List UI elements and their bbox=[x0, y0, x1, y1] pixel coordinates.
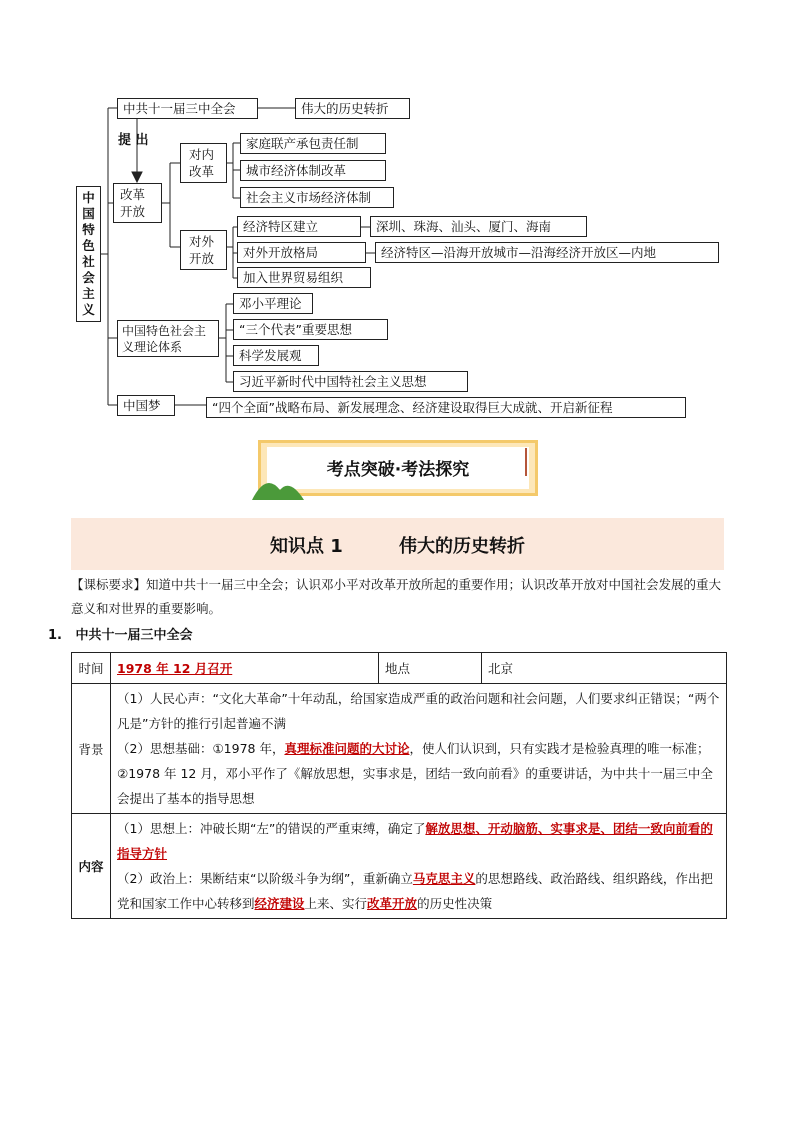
content-keyword: 经济建设 bbox=[254, 896, 305, 911]
theory-item-3: 科学发展观 bbox=[233, 345, 319, 366]
internal-item-1: 家庭联产承包责任制 bbox=[240, 133, 386, 154]
bg-text: （2）思想基础：①1978 年， bbox=[117, 741, 285, 756]
turning-node: 伟大的历史转折 bbox=[295, 98, 410, 119]
content-cell bbox=[111, 814, 727, 919]
section-heading: 1. 中共十一届三中全会 bbox=[48, 628, 193, 643]
background-cell bbox=[111, 684, 727, 814]
plenum-node: 中共十一届三中全会 bbox=[117, 98, 258, 119]
theory-item-2: “三个代表”重要思想 bbox=[233, 319, 388, 340]
bg-keyword: 真理标准问题的大讨论 bbox=[284, 741, 410, 756]
table-row bbox=[72, 684, 727, 814]
bg-text: ，使人们认识到，只有实践才是检验真理的唯一标准；②1978 年 12 月，邓小平作了《解放思想，实事求是，团结一致向前看》的重要讲话，为中共十一届三中全会提出了基本的指导思想 bbox=[117, 741, 713, 806]
banner-title: 考点突破·考法探究 bbox=[326, 460, 470, 480]
theory-item-4: 习近平新时代中国特社会主义思想 bbox=[233, 371, 468, 392]
content-text: 上来、实行 bbox=[304, 896, 368, 911]
knowledge-point-title: 伟大的历史转折 bbox=[399, 536, 526, 557]
pen-mark-icon bbox=[516, 444, 536, 484]
content-text: 的历史性决策 bbox=[417, 896, 493, 911]
background-point-2 bbox=[117, 736, 720, 811]
plenum-table bbox=[71, 652, 727, 919]
place-label: 地点 bbox=[379, 653, 482, 684]
knowledge-point-number: 知识点 1 bbox=[269, 536, 343, 557]
opening-item-3: 加入世界贸易组织 bbox=[237, 267, 371, 288]
reform-open-node: 改革开放 bbox=[113, 183, 162, 223]
content-keyword: 改革开放 bbox=[367, 896, 418, 911]
internal-item-2: 城市经济体制改革 bbox=[240, 160, 386, 181]
section-banner bbox=[258, 440, 538, 496]
content-keyword: 马克思主义 bbox=[412, 871, 476, 886]
hill-icon bbox=[250, 466, 310, 506]
knowledge-point-bar bbox=[71, 518, 724, 570]
background-label: 背景 bbox=[72, 684, 111, 814]
internal-reform-node: 对内改革 bbox=[180, 143, 227, 183]
propose-label: 提 出 bbox=[118, 133, 149, 148]
background-point-1: （1）人民心声：“文化大革命”十年动乱，给国家造成严重的政治问题和社会问题，人们要求纠正错误；“两个凡是”方针的推行引起普遍不满 bbox=[117, 691, 720, 731]
time-value: 1978 年 12 月召开 bbox=[117, 661, 233, 676]
knowledge-point-heading bbox=[71, 532, 724, 558]
table-row bbox=[72, 814, 727, 919]
dream-text-node: “四个全面”战略布局、新发展理念、经济建设取得巨大成就、开启新征程 bbox=[206, 397, 686, 418]
sez-list-node: 深圳、珠海、汕头、厦门、海南 bbox=[370, 216, 587, 237]
opening-pattern-node: 经济特区—沿海开放城市—沿海经济开放区—内地 bbox=[375, 242, 719, 263]
opening-item-1: 经济特区建立 bbox=[237, 216, 361, 237]
place-value: 北京 bbox=[482, 653, 727, 684]
content-text: （1）思想上：冲破长期“左”的错误的严重束缚，确定了 bbox=[117, 821, 426, 836]
content-point-1 bbox=[117, 816, 720, 866]
time-label: 时间 bbox=[72, 653, 111, 684]
curriculum-requirement: 【课标要求】知道中共十一届三中全会；认识邓小平对改革开放所起的重要作用；认识改革开放对中国社会发展的重大意义和对世界的重要影响。 bbox=[71, 577, 722, 616]
content-label: 内容 bbox=[72, 814, 111, 919]
theory-item-1: 邓小平理论 bbox=[233, 293, 313, 314]
opening-item-2: 对外开放格局 bbox=[237, 242, 366, 263]
opening-up-node: 对外开放 bbox=[180, 230, 227, 270]
content-text: （2）政治上：果断结束“以阶级斗争为纲”，重新确立 bbox=[117, 871, 413, 886]
dream-node: 中国梦 bbox=[117, 395, 175, 416]
content-text: 的思想路线、政治路线、组织路线，作出把党和国家工作中心转移到 bbox=[117, 871, 713, 911]
theory-system-node: 中国特色社会主义理论体系 bbox=[117, 320, 219, 357]
time-cell bbox=[111, 653, 379, 684]
internal-item-3: 社会主义市场经济体制 bbox=[240, 187, 394, 208]
content-point-2 bbox=[117, 866, 720, 916]
content-keyword: 解放思想、开动脑筋、实事求是、团结一致向前看的指导方针 bbox=[117, 821, 713, 861]
root-node: 中国特色社会主义 bbox=[76, 186, 101, 322]
table-row bbox=[72, 653, 727, 684]
